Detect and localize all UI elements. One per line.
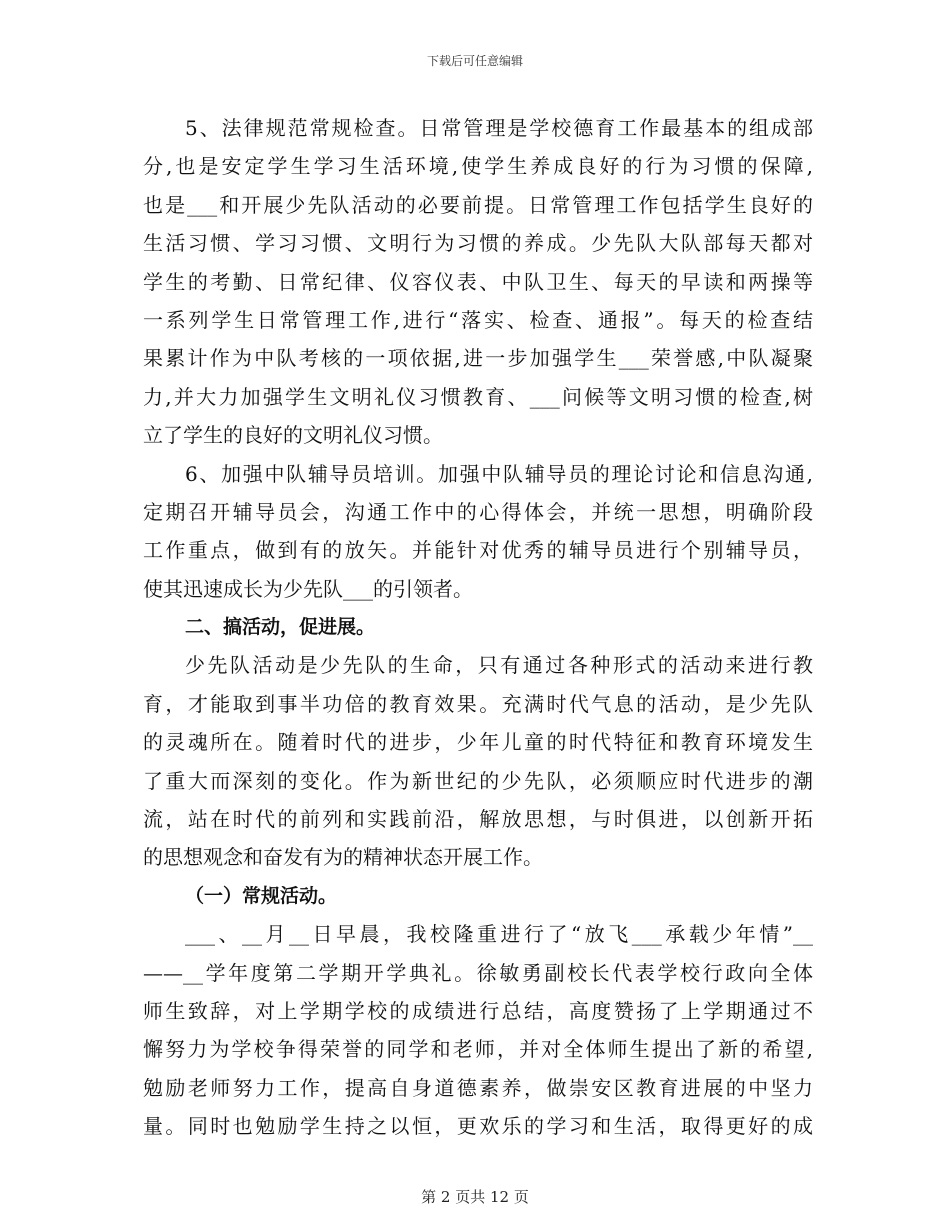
section-heading: （一）常规活动。 xyxy=(185,884,338,907)
text-line: 分,也是安定学生学习生活环境,使学生养成良好的行为习惯的保障, xyxy=(143,154,813,179)
text-line: 力,并大力加强学生文明礼仪习惯教育、___问候等文明习惯的检查,树 xyxy=(143,384,813,409)
text-line: 的思想观念和奋发有为的精神状态开展工作。 xyxy=(143,845,543,870)
text-line: 流，站在时代的前列和实践前沿，解放思想，与时俱进，以创新开拓 xyxy=(143,807,813,832)
document-body xyxy=(143,112,813,1149)
text-line: 使其迅速成长为少先队___的引领者。 xyxy=(143,576,473,601)
text-line: 定期召开辅导员会，沟通工作中的心得体会，并统一思想，明确阶段 xyxy=(143,499,813,524)
text-line: 师生致辞，对上学期学校的成绩进行总结，高度赞扬了上学期通过不 xyxy=(143,998,813,1023)
text-line: 了重大而深刻的变化。作为新世纪的少先队，必须顺应时代进步的潮 xyxy=(143,768,813,793)
text-line: 立了学生的良好的文明礼仪习惯。 xyxy=(143,423,443,448)
text-line: 的灵魂所在。随着时代的进步，少年儿童的时代特征和教育环境发生 xyxy=(143,730,813,755)
text-line: 工作重点，做到有的放矢。并能针对优秀的辅导员进行个别辅导员， xyxy=(143,538,813,563)
page-footer: 第 2 页共 12 页 xyxy=(421,1188,529,1206)
text-line: 育，才能取到事半功倍的教育效果。充满时代气息的活动，是少先队 xyxy=(143,691,813,716)
text-line: 量。同时也勉励学生持之以恒，更欢乐的学习和生活，取得更好的成 xyxy=(143,1114,813,1139)
text-line: 学生的考勤、日常纪律、仪容仪表、中队卫生、每天的早读和两操等 xyxy=(143,269,813,294)
text-line: 6、加强中队辅导员培训。加强中队辅导员的理论讨论和信息沟通, xyxy=(185,461,813,486)
text-line: 勉励老师努力工作，提高自身道德素养，做崇安区教育进展的中坚力 xyxy=(143,1075,813,1100)
text-line: ——__学年度第二学期开学典礼。徐敏勇副校长代表学校行政向全体 xyxy=(143,960,813,985)
section-heading: 二、搞活动，促进展。 xyxy=(185,616,376,639)
text-line: ___、__月__日早晨，我校隆重进行了“放飞___承载少年情”__ xyxy=(185,922,813,947)
text-line: 一系列学生日常管理工作,进行“落实、检查、通报”。每天的检查结 xyxy=(143,307,813,332)
text-line: 5、法律规范常规检查。日常管理是学校德育工作最基本的组成部 xyxy=(185,116,813,140)
text-line: 懈努力为学校争得荣誉的同学和老师，并对全体师生提出了新的希望, xyxy=(143,1037,813,1062)
text-line: 生活习惯、学习习惯、文明行为习惯的养成。少先队大队部每天都对 xyxy=(143,231,813,256)
text-line: 少先队活动是少先队的生命，只有通过各种形式的活动来进行教 xyxy=(185,653,813,678)
text-line: 也是___和开展少先队活动的必要前提。日常管理工作包括学生良好的 xyxy=(143,192,813,217)
text-line: 果累计作为中队考核的一项依据,进一步加强学生___荣誉感,中队凝聚 xyxy=(143,346,813,371)
page-header: 下载后可任意编辑 xyxy=(426,54,523,68)
